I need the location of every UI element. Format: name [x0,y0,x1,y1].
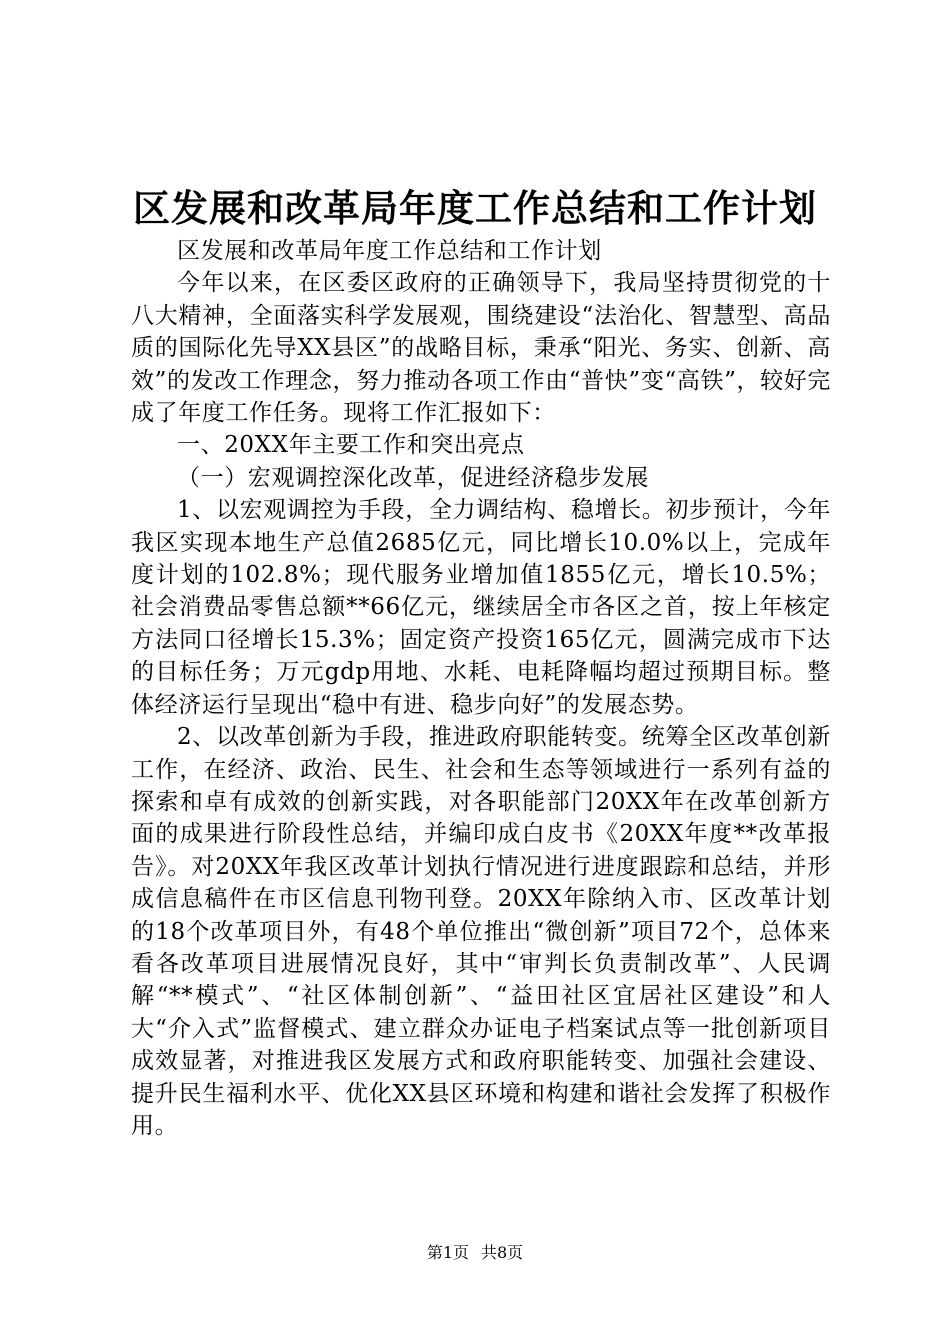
paragraph-intro: 今年以来，在区委区政府的正确领导下，我局坚持贯彻党的十八大精神，全面落实科学发展观，围绕建设“法治化、智慧型、高品质的国际化先导XX县区”的战略目标，秉承“阳光、务实、创新、高效”的发改工作理念，努力推动各项工作由“普快”变“高铁”，较好完成了年度工作任务。现将工作汇报如下： [131,270,831,427]
document-title: 区发展和改革局年度工作总结和工作计划 [133,186,817,230]
page-number: 第1页 [426,1243,469,1262]
page-footer [0,1242,950,1264]
paragraph-subtitle: 区发展和改革局年度工作总结和工作计划 [177,238,602,264]
paragraph-item-1: 1、以宏观调控为手段，全力调结构、稳增长。初步预计，今年我区实现本地生产总值2685亿元，同比增长10.0%以上，完成年度计划的102.8%；现代服务业增加值1855亿元，增长10.5%；社会消费品零售总额**66亿元，继续居全市各区之首，按上年核定方法同口径增长15.3%；固定资产投资165亿元，圆满完成市下达的目标任务；万元gdp用地、水耗、电耗降幅均超过预期目标。整体经济运行呈现出“稳中有进、稳步向好”的发展态势。 [131,497,831,718]
paragraph-item-2: 2、以改革创新为手段，推进政府职能转变。统筹全区改革创新工作，在经济、政治、民生、社会和生态等领域进行一系列有益的探索和卓有成效的创新实践，对各职能部门20XX年在改革创新方面的成果进行阶段性总结，并编印成白皮书《20XX年度**改革报告》。对20XX年我区改革计划执行情况进行进度跟踪和总结，并形成信息稿件在市区信息刊物刊登。20XX年除纳入市、区改革计划的18个改革项目外，有48个单位推出“微创新”项目72个，总体来看各改革项目进展情况良好，其中“审判长负责制改革”、人民调解“**模式”、“社区体制创新”、“益田社区宜居社区建设”和人大“介入式”监督模式、建立群众办证电子档案试点等一批创新项目成效显著，对推进我区发展方式和政府职能转变、加强社会建设、提升民生福利水平、优化XX县区环境和构建和谐社会发挥了积极作用。 [131,724,831,1139]
subsection-heading: （一）宏观调控深化改革，促进经济稳步发展 [177,464,649,491]
section-heading: 一、20XX年主要工作和突出亮点 [177,432,525,459]
page-total: 共8页 [481,1243,524,1262]
document-body [131,235,831,1142]
